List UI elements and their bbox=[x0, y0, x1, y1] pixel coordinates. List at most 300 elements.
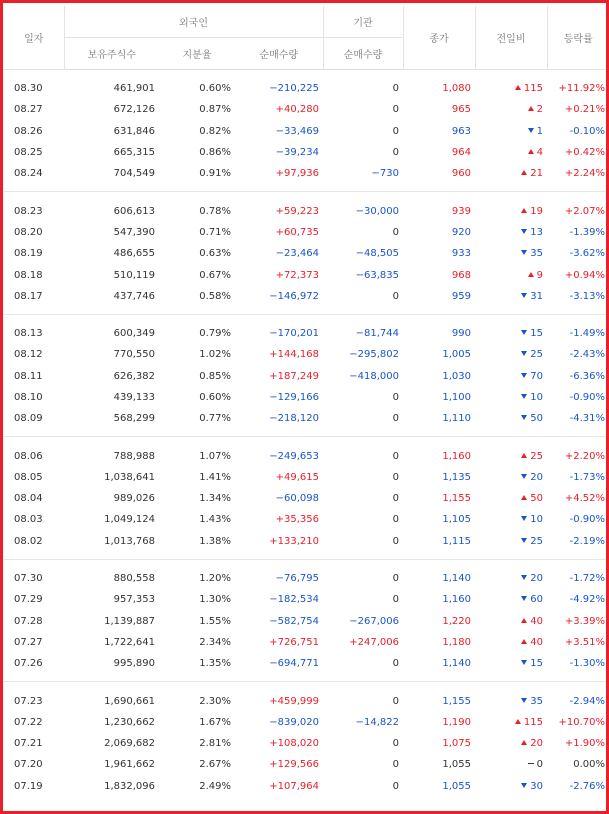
inst-net-cell: 0 bbox=[392, 471, 400, 483]
change-value: 35 bbox=[530, 248, 544, 260]
inst-net-cell: 0 bbox=[392, 413, 400, 425]
change-cell bbox=[475, 632, 547, 653]
date-cell: 08.25 bbox=[14, 147, 43, 159]
rate-cell: +10.70% bbox=[558, 716, 606, 728]
date-cell: 07.22 bbox=[14, 716, 43, 728]
rate-cell: -2.76% bbox=[569, 780, 606, 792]
foreign-net-cell: +133,210 bbox=[269, 535, 320, 547]
change-cell bbox=[475, 754, 547, 775]
table-row bbox=[4, 754, 609, 775]
triangle-up-icon bbox=[521, 453, 527, 458]
close-cell: 1,140 bbox=[442, 658, 472, 670]
change-value: 115 bbox=[523, 83, 544, 95]
holdings-cell: 631,846 bbox=[113, 125, 155, 137]
holdings-cell: 1,049,124 bbox=[104, 514, 155, 526]
rate-cell: +1.90% bbox=[564, 738, 606, 750]
change-cell bbox=[475, 488, 547, 509]
change-cell bbox=[475, 408, 547, 429]
rate-cell: -3.13% bbox=[569, 290, 606, 302]
ratio-cell: 0.58% bbox=[199, 290, 231, 302]
change-value: 70 bbox=[530, 370, 544, 382]
holdings-cell: 788,988 bbox=[113, 450, 155, 462]
ratio-cell: 1.43% bbox=[199, 514, 231, 526]
change-value: 20 bbox=[530, 738, 544, 750]
foreign-net-cell: −23,464 bbox=[275, 248, 320, 260]
rate-cell: +0.21% bbox=[564, 104, 606, 116]
holdings-cell: 600,349 bbox=[113, 328, 155, 340]
change-value: 20 bbox=[530, 471, 544, 483]
header-date: 일자 bbox=[4, 6, 64, 70]
header-inst-net: 순매수량 bbox=[323, 38, 403, 70]
table-row bbox=[4, 121, 609, 142]
table-row bbox=[4, 632, 609, 653]
triangle-down-icon bbox=[521, 229, 527, 234]
rate-cell: +2.24% bbox=[564, 168, 606, 180]
ratio-cell: 0.60% bbox=[199, 83, 231, 95]
date-cell: 08.19 bbox=[14, 248, 43, 260]
triangle-down-icon bbox=[521, 538, 527, 543]
close-cell: 965 bbox=[451, 104, 472, 116]
holdings-cell: 547,390 bbox=[113, 226, 155, 238]
holdings-cell: 606,613 bbox=[113, 205, 155, 217]
close-cell: 920 bbox=[451, 226, 472, 238]
table-row bbox=[4, 653, 609, 674]
triangle-down-icon bbox=[521, 516, 527, 521]
holdings-cell: 957,353 bbox=[113, 594, 155, 606]
close-cell: 1,055 bbox=[442, 759, 472, 771]
foreign-net-cell: +187,249 bbox=[269, 370, 320, 382]
inst-net-cell: −295,802 bbox=[349, 349, 400, 361]
table-row bbox=[4, 408, 609, 429]
table-row bbox=[4, 99, 609, 120]
date-cell: 08.12 bbox=[14, 349, 43, 361]
change-value: 50 bbox=[530, 493, 544, 505]
inst-net-cell: 0 bbox=[392, 125, 400, 137]
triangle-down-icon bbox=[521, 330, 527, 335]
holdings-cell: 672,126 bbox=[113, 104, 155, 116]
foreign-net-cell: +49,615 bbox=[275, 471, 320, 483]
change-cell bbox=[475, 163, 547, 184]
date-cell: 08.06 bbox=[14, 450, 43, 462]
close-cell: 1,140 bbox=[442, 573, 472, 585]
date-cell: 08.18 bbox=[14, 269, 43, 281]
close-cell: 960 bbox=[451, 168, 472, 180]
close-cell: 933 bbox=[451, 248, 472, 260]
triangle-up-icon bbox=[528, 272, 534, 277]
rate-cell: 0.00% bbox=[573, 759, 606, 771]
rate-cell: -2.19% bbox=[569, 535, 606, 547]
ratio-cell: 0.78% bbox=[199, 205, 231, 217]
close-cell: 1,055 bbox=[442, 780, 472, 792]
close-cell: 963 bbox=[451, 125, 472, 137]
triangle-down-icon bbox=[521, 373, 527, 378]
change-cell bbox=[475, 467, 547, 488]
change-cell bbox=[475, 243, 547, 264]
change-cell bbox=[475, 733, 547, 754]
change-cell bbox=[475, 387, 547, 408]
holdings-cell: 770,550 bbox=[113, 349, 155, 361]
foreign-net-cell: −129,166 bbox=[269, 392, 320, 403]
inst-net-cell: −14,822 bbox=[355, 716, 400, 728]
rate-cell: -2.43% bbox=[569, 349, 606, 361]
table-row bbox=[4, 264, 609, 285]
table-row bbox=[4, 142, 609, 163]
inst-net-cell: 0 bbox=[392, 290, 400, 302]
group-spacer bbox=[4, 192, 609, 201]
triangle-up-icon bbox=[521, 208, 527, 213]
change-cell bbox=[475, 200, 547, 221]
rate-cell: +3.51% bbox=[564, 636, 606, 648]
change-value: 9 bbox=[536, 269, 544, 281]
foreign-net-cell: +108,020 bbox=[269, 738, 320, 750]
triangle-up-icon bbox=[528, 149, 534, 154]
change-cell bbox=[475, 509, 547, 530]
rate-cell: -0.10% bbox=[569, 125, 606, 137]
triangle-up-icon bbox=[521, 740, 527, 745]
change-value: 35 bbox=[530, 695, 544, 707]
header-holdings: 보유주식수 bbox=[64, 38, 159, 70]
date-cell: 08.17 bbox=[14, 290, 43, 302]
foreign-net-cell: +129,566 bbox=[269, 759, 320, 771]
change-cell bbox=[475, 611, 547, 632]
inst-net-cell: 0 bbox=[392, 147, 400, 159]
ratio-cell: 2.30% bbox=[199, 695, 231, 707]
holdings-cell: 510,119 bbox=[113, 269, 155, 281]
date-cell: 07.29 bbox=[14, 594, 43, 606]
inst-net-cell: −418,000 bbox=[349, 370, 400, 382]
ratio-cell: 0.82% bbox=[199, 125, 231, 137]
inst-net-cell: 0 bbox=[392, 104, 400, 116]
foreign-net-cell: −146,972 bbox=[269, 290, 320, 302]
inst-net-cell: 0 bbox=[392, 514, 400, 526]
table-row bbox=[4, 733, 609, 754]
change-cell bbox=[475, 264, 547, 285]
change-cell bbox=[475, 142, 547, 163]
foreign-net-cell: +60,735 bbox=[275, 226, 320, 238]
table-row bbox=[4, 366, 609, 387]
date-cell: 08.30 bbox=[14, 83, 43, 95]
change-value: 30 bbox=[530, 780, 544, 792]
foreign-net-cell: +59,223 bbox=[275, 205, 320, 217]
change-value: 19 bbox=[530, 205, 544, 217]
triangle-up-icon bbox=[521, 618, 527, 623]
triangle-up-icon bbox=[515, 85, 521, 90]
ratio-cell: 0.85% bbox=[199, 370, 231, 382]
rate-cell: -1.73% bbox=[569, 471, 606, 483]
rate-cell: +2.07% bbox=[564, 205, 606, 217]
holdings-cell: 880,558 bbox=[113, 573, 155, 585]
inst-net-cell: 0 bbox=[392, 573, 400, 585]
change-value: 60 bbox=[530, 594, 544, 606]
ratio-cell: 1.30% bbox=[199, 594, 231, 606]
table-row bbox=[4, 531, 609, 552]
inst-net-cell: 0 bbox=[392, 493, 400, 505]
change-cell bbox=[475, 445, 547, 466]
foreign-net-cell: −76,795 bbox=[275, 573, 320, 585]
table-row bbox=[4, 589, 609, 610]
date-cell: 07.27 bbox=[14, 636, 43, 648]
triangle-down-icon bbox=[521, 474, 527, 479]
triangle-up-icon bbox=[528, 106, 534, 111]
holdings-cell: 995,890 bbox=[113, 658, 155, 670]
foreign-net-cell: −182,534 bbox=[269, 594, 320, 606]
triangle-up-icon bbox=[521, 170, 527, 175]
change-value: 15 bbox=[530, 658, 544, 670]
holdings-cell: 1,139,887 bbox=[104, 615, 155, 627]
triangle-down-icon bbox=[521, 698, 527, 703]
change-cell bbox=[475, 78, 547, 99]
header-institution: 기관 bbox=[323, 6, 403, 38]
triangle-down-icon bbox=[521, 351, 527, 356]
close-cell: 1,105 bbox=[442, 514, 472, 526]
change-cell bbox=[475, 121, 547, 142]
change-value: 4 bbox=[536, 147, 544, 159]
rate-cell: +4.52% bbox=[564, 493, 606, 505]
table-row bbox=[4, 445, 609, 466]
date-cell: 07.23 bbox=[14, 695, 43, 707]
ratio-cell: 0.77% bbox=[199, 413, 231, 425]
change-cell bbox=[475, 344, 547, 365]
ratio-cell: 1.41% bbox=[199, 471, 231, 483]
header-foreign: 외국인 bbox=[64, 6, 323, 38]
date-cell: 08.26 bbox=[14, 125, 43, 137]
close-cell: 964 bbox=[451, 147, 472, 159]
group-divider bbox=[4, 429, 609, 437]
change-value: 25 bbox=[530, 535, 544, 547]
holdings-cell: 1,230,662 bbox=[104, 716, 155, 728]
foreign-net-cell: −694,771 bbox=[269, 658, 320, 670]
holdings-cell: 568,299 bbox=[113, 413, 155, 425]
header-ratio: 지분율 bbox=[159, 38, 235, 70]
change-value: 25 bbox=[530, 349, 544, 361]
date-cell: 08.10 bbox=[14, 392, 43, 403]
holdings-cell: 439,133 bbox=[113, 392, 155, 403]
ratio-cell: 1.35% bbox=[199, 658, 231, 670]
rate-cell: -6.36% bbox=[569, 370, 606, 382]
change-value: 20 bbox=[530, 573, 544, 585]
date-cell: 08.03 bbox=[14, 514, 43, 526]
date-cell: 08.09 bbox=[14, 413, 43, 425]
triangle-down-icon bbox=[521, 415, 527, 420]
change-value: 0 bbox=[536, 759, 544, 771]
group-divider bbox=[4, 307, 609, 315]
foreign-net-cell: −218,120 bbox=[269, 413, 320, 425]
foreign-net-cell: −60,098 bbox=[275, 493, 320, 505]
holdings-cell: 665,315 bbox=[113, 147, 155, 159]
date-cell: 08.23 bbox=[14, 205, 43, 217]
date-cell: 08.13 bbox=[14, 328, 43, 340]
rate-cell: -4.31% bbox=[569, 413, 606, 425]
close-cell: 1,160 bbox=[442, 450, 472, 462]
table-row bbox=[4, 78, 609, 99]
ratio-cell: 2.34% bbox=[199, 636, 231, 648]
dash-icon bbox=[528, 763, 534, 765]
change-value: 10 bbox=[530, 514, 544, 526]
table-row bbox=[4, 467, 609, 488]
change-cell bbox=[475, 323, 547, 344]
holdings-cell: 1,013,768 bbox=[104, 535, 155, 547]
inst-net-cell: −267,006 bbox=[349, 615, 400, 627]
rate-cell: +11.92% bbox=[558, 83, 606, 95]
inst-net-cell: −48,505 bbox=[355, 248, 400, 260]
inst-net-cell: −63,835 bbox=[355, 269, 400, 281]
table-row bbox=[4, 568, 609, 589]
inst-net-cell: 0 bbox=[392, 658, 400, 670]
ratio-cell: 2.49% bbox=[199, 780, 231, 792]
change-cell bbox=[475, 712, 547, 733]
holdings-cell: 437,746 bbox=[113, 290, 155, 302]
rate-cell: +3.39% bbox=[564, 615, 606, 627]
inst-net-cell: 0 bbox=[392, 392, 400, 403]
inst-net-cell: 0 bbox=[392, 450, 400, 462]
date-cell: 07.26 bbox=[14, 658, 43, 670]
change-value: 40 bbox=[530, 636, 544, 648]
foreign-net-cell: +97,936 bbox=[275, 168, 320, 180]
date-cell: 07.21 bbox=[14, 738, 43, 750]
rate-cell: -1.39% bbox=[569, 226, 606, 238]
close-cell: 968 bbox=[451, 269, 472, 281]
foreign-net-cell: −582,754 bbox=[269, 615, 320, 627]
ratio-cell: 1.67% bbox=[199, 716, 231, 728]
close-cell: 1,110 bbox=[442, 413, 472, 425]
change-cell bbox=[475, 366, 547, 387]
group-spacer bbox=[4, 559, 609, 568]
holdings-cell: 461,901 bbox=[113, 83, 155, 95]
rate-cell: +0.94% bbox=[564, 269, 606, 281]
date-cell: 08.27 bbox=[14, 104, 43, 116]
inst-net-cell: 0 bbox=[392, 780, 400, 792]
close-cell: 1,155 bbox=[442, 493, 472, 505]
table-row bbox=[4, 712, 609, 733]
rate-cell: -1.72% bbox=[569, 573, 606, 585]
rate-cell: -0.90% bbox=[569, 392, 606, 403]
inst-net-cell: 0 bbox=[392, 738, 400, 750]
rate-cell: -3.62% bbox=[569, 248, 606, 260]
table-body bbox=[4, 70, 609, 797]
triangle-down-icon bbox=[521, 293, 527, 298]
foreign-net-cell: −839,020 bbox=[269, 716, 320, 728]
foreign-net-cell: +726,751 bbox=[269, 636, 320, 648]
close-cell: 1,180 bbox=[442, 636, 472, 648]
rate-cell: +0.42% bbox=[564, 147, 606, 159]
change-value: 13 bbox=[530, 226, 544, 238]
table-row bbox=[4, 286, 609, 307]
header-close: 종가 bbox=[403, 6, 475, 70]
foreign-net-cell: +107,964 bbox=[269, 780, 320, 792]
table-row bbox=[4, 488, 609, 509]
triangle-down-icon bbox=[521, 660, 527, 665]
triangle-up-icon bbox=[521, 495, 527, 500]
change-cell bbox=[475, 690, 547, 711]
close-cell: 1,030 bbox=[442, 370, 472, 382]
ratio-cell: 1.07% bbox=[199, 450, 231, 462]
date-cell: 07.20 bbox=[14, 759, 43, 771]
foreign-net-cell: −170,201 bbox=[269, 328, 320, 340]
change-cell bbox=[475, 589, 547, 610]
date-cell: 08.04 bbox=[14, 493, 43, 505]
ratio-cell: 0.67% bbox=[199, 269, 231, 281]
foreign-net-cell: +144,168 bbox=[269, 349, 320, 361]
holdings-cell: 1,690,661 bbox=[104, 695, 155, 707]
change-value: 1 bbox=[536, 125, 544, 137]
ratio-cell: 1.38% bbox=[199, 535, 231, 547]
header-change: 전일비 bbox=[475, 6, 547, 70]
foreign-net-cell: −39,234 bbox=[275, 147, 320, 159]
rate-cell: -0.90% bbox=[569, 514, 606, 526]
change-cell bbox=[475, 568, 547, 589]
triangle-down-icon bbox=[521, 250, 527, 255]
change-value: 115 bbox=[523, 716, 544, 728]
ratio-cell: 1.02% bbox=[199, 349, 231, 361]
date-cell: 08.20 bbox=[14, 226, 43, 238]
close-cell: 1,135 bbox=[442, 471, 472, 483]
ratio-cell: 0.71% bbox=[199, 226, 231, 238]
change-value: 50 bbox=[530, 413, 544, 425]
investor-trading-table bbox=[4, 6, 609, 797]
ratio-cell: 0.86% bbox=[199, 147, 231, 159]
group-divider bbox=[4, 674, 609, 682]
inst-net-cell: +247,006 bbox=[349, 636, 400, 648]
group-spacer bbox=[4, 437, 609, 446]
holdings-cell: 1,961,662 bbox=[104, 759, 155, 771]
table-row bbox=[4, 776, 609, 797]
ratio-cell: 0.87% bbox=[199, 104, 231, 116]
table-row bbox=[4, 243, 609, 264]
inst-net-cell: 0 bbox=[392, 83, 400, 95]
ratio-cell: 0.63% bbox=[199, 248, 231, 260]
ratio-cell: 1.55% bbox=[199, 615, 231, 627]
holdings-cell: 1,832,096 bbox=[104, 780, 155, 792]
change-value: 40 bbox=[530, 615, 544, 627]
group-spacer bbox=[4, 70, 609, 79]
triangle-down-icon bbox=[521, 783, 527, 788]
date-cell: 08.24 bbox=[14, 168, 43, 180]
change-value: 21 bbox=[530, 168, 544, 180]
inst-net-cell: 0 bbox=[392, 759, 400, 771]
close-cell: 1,190 bbox=[442, 716, 472, 728]
table-row bbox=[4, 509, 609, 530]
close-cell: 1,160 bbox=[442, 594, 472, 606]
table-row bbox=[4, 690, 609, 711]
foreign-net-cell: −249,653 bbox=[269, 450, 320, 462]
table-row bbox=[4, 222, 609, 243]
close-cell: 1,005 bbox=[442, 349, 472, 361]
triangle-up-icon bbox=[515, 719, 521, 724]
change-value: 25 bbox=[530, 450, 544, 462]
group-spacer bbox=[4, 682, 609, 691]
triangle-up-icon bbox=[521, 639, 527, 644]
close-cell: 939 bbox=[451, 205, 472, 217]
date-cell: 08.05 bbox=[14, 471, 43, 483]
foreign-net-cell: +35,356 bbox=[275, 514, 320, 526]
date-cell: 08.02 bbox=[14, 535, 43, 547]
rate-cell: -1.30% bbox=[569, 658, 606, 670]
close-cell: 1,100 bbox=[442, 392, 472, 403]
holdings-cell: 989,026 bbox=[113, 493, 155, 505]
rate-cell: -1.49% bbox=[569, 328, 606, 340]
foreign-net-cell: +72,373 bbox=[275, 269, 320, 281]
change-value: 2 bbox=[536, 104, 544, 116]
table-row bbox=[4, 163, 609, 184]
foreign-net-cell: −210,225 bbox=[269, 83, 320, 95]
group-divider bbox=[4, 184, 609, 192]
change-value: 10 bbox=[530, 392, 544, 403]
triangle-down-icon bbox=[521, 394, 527, 399]
group-divider bbox=[4, 552, 609, 560]
close-cell: 959 bbox=[451, 290, 472, 302]
triangle-down-icon bbox=[521, 575, 527, 580]
close-cell: 1,220 bbox=[442, 615, 472, 627]
